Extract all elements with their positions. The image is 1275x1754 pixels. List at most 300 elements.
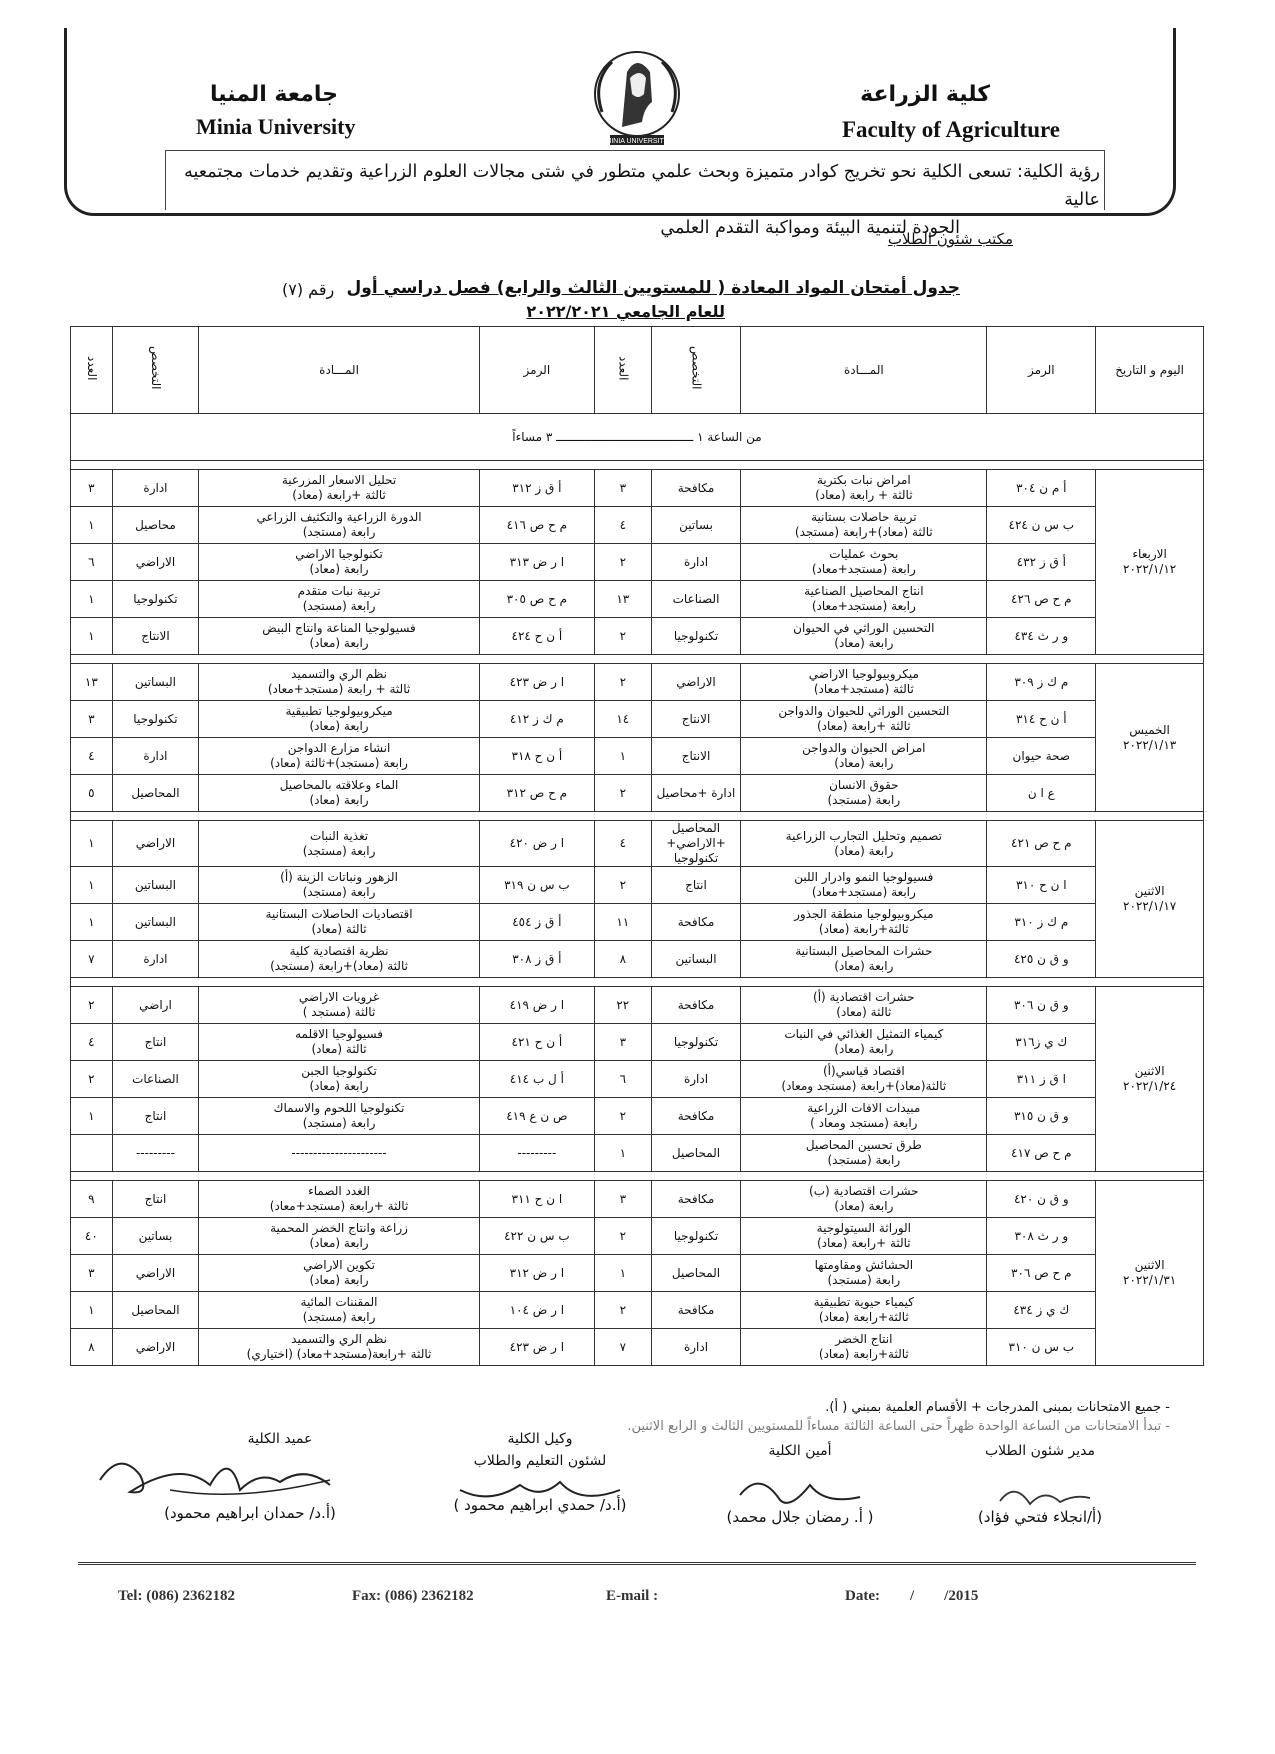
- subject-title: تكنولوجيا الجبن: [301, 1064, 377, 1078]
- course-subject: [199, 581, 480, 618]
- header-specialty-right: التخصص: [651, 327, 741, 414]
- course-specialty: الصناعات: [112, 1061, 198, 1098]
- course-code: ---------: [479, 1135, 594, 1172]
- student-count: ٣: [594, 1181, 651, 1218]
- faculty-name-english: Faculty of Agriculture: [841, 117, 1060, 142]
- subject-level: رابعة (معاد): [834, 843, 894, 858]
- day-separator: [71, 812, 1204, 821]
- student-count: ٣: [71, 470, 113, 507]
- header-code-left: الرمز: [479, 327, 594, 414]
- course-code: م ك ز ٤١٢: [479, 701, 594, 738]
- course-code: ا ر ض ٤٢٣: [479, 664, 594, 701]
- student-count: ١: [594, 1255, 651, 1292]
- student-count: ١: [71, 507, 113, 544]
- table-row: [71, 941, 1204, 978]
- subject-level: رابعة (مستجد): [302, 843, 376, 858]
- subject-title: تربية حاصلات بستانية: [811, 510, 917, 524]
- subject-title: ميكروبيولوجيا منطقة الجذور: [794, 907, 934, 921]
- university-name-english: Minia University: [196, 114, 356, 139]
- subject-level: ثالثة +رابعة (معاد): [816, 1236, 911, 1250]
- academic-year: للعام الجامعي ٢٠٢٢/٢٠٢١: [526, 302, 725, 321]
- course-subject: [741, 904, 987, 941]
- dean-signature-scribble: [90, 1440, 350, 1510]
- student-count: ١: [71, 904, 113, 941]
- subject-title: انشاء مزارع الدواجن: [287, 741, 391, 755]
- course-subject: [741, 1218, 987, 1255]
- subject-title: اقتصاد قياسي(أ): [822, 1064, 905, 1078]
- course-specialty: البساتين: [112, 664, 198, 701]
- student-count: ١: [71, 867, 113, 904]
- student-count: ٦: [71, 544, 113, 581]
- student-count: ٢: [594, 544, 651, 581]
- faculty-name-arabic: كلية الزراعة: [860, 82, 990, 107]
- subject-level: ثالثة+رابعة (معاد): [818, 1347, 909, 1361]
- notes: [627, 1398, 1170, 1436]
- student-count: ٤: [71, 738, 113, 775]
- course-code: م ح ص ٤١٧: [987, 1135, 1096, 1172]
- course-code: ب س ن ٣١٩: [479, 867, 594, 904]
- subject-title: ميكروبيولوجيا تطبيقية: [285, 704, 393, 718]
- subject-level: رابعة (مستجد): [827, 793, 901, 807]
- subject-title: الماء وعلاقته بالمحاصيل: [279, 778, 399, 792]
- subject-level: ثالثة (معاد): [311, 922, 367, 936]
- course-code: م ح ص ٣٠٦: [987, 1255, 1096, 1292]
- separator-cell: [71, 812, 1204, 821]
- course-specialty: مكافحة: [651, 1098, 741, 1135]
- course-subject: [741, 775, 987, 812]
- table-row: [71, 904, 1204, 941]
- signature-title: عميد الكلية: [247, 1431, 313, 1447]
- course-subject: [741, 1181, 987, 1218]
- subject-title: كيمياء حيوية تطبيقية: [813, 1295, 915, 1309]
- header-count-right: العدد: [594, 327, 651, 414]
- student-count: ١٣: [71, 664, 113, 701]
- course-code: أ ل ب ٤١٤: [479, 1061, 594, 1098]
- table-row: [71, 1329, 1204, 1366]
- course-subject: [199, 1061, 480, 1098]
- exam-day: [1096, 821, 1204, 978]
- day-separator: [71, 461, 1204, 470]
- student-count: ٢: [594, 1098, 651, 1135]
- university-logo: [582, 42, 692, 152]
- table-row: [71, 507, 1204, 544]
- subject-level: رابعة (مستجد)+ثالثة (معاد): [270, 756, 408, 770]
- table-row: [71, 664, 1204, 701]
- course-subject: [199, 738, 480, 775]
- subject-title: الوراثة السيتولوجية: [816, 1221, 912, 1235]
- signature-title: مدير شئون الطلاب: [984, 1443, 1095, 1459]
- subject-level: رابعة (معاد): [834, 756, 894, 770]
- subject-title: تكنولوجيا الاراضي: [295, 547, 383, 561]
- subject-title: تحليل الاسعار المزرعية: [281, 473, 397, 487]
- course-specialty: تكنولوجيا: [112, 581, 198, 618]
- subject-level: رابعة (معاد): [309, 793, 369, 807]
- student-count: ٥: [71, 775, 113, 812]
- course-code: ا ر ض ٤١٩: [479, 987, 594, 1024]
- signature-title: أمين الكلية: [768, 1443, 832, 1459]
- student-count: ٢: [594, 775, 651, 812]
- course-specialty: تكنولوجيا: [651, 1024, 741, 1061]
- course-code: ا ر ض ٣١٢: [479, 1255, 594, 1292]
- footer-fax: Fax: (086) 2362182: [352, 1588, 474, 1604]
- course-specialty: ادارة: [651, 1061, 741, 1098]
- day-name: الاثنين: [1134, 1258, 1165, 1272]
- subject-level: رابعة (مستجد): [302, 525, 376, 539]
- footer-rule: [78, 1562, 1196, 1565]
- course-subject: [199, 1255, 480, 1292]
- course-subject: [199, 1218, 480, 1255]
- course-specialty: تكنولوجيا: [651, 618, 741, 655]
- course-specialty: ادارة: [112, 941, 198, 978]
- subject-title: طرق تحسين المحاصيل: [805, 1138, 922, 1152]
- course-subject: [199, 775, 480, 812]
- office-heading: مكتب شئون الطلاب: [887, 230, 1013, 248]
- footer-email: E-mail :: [606, 1588, 659, 1604]
- course-specialty: الاراضي: [112, 544, 198, 581]
- header-subject-right: المـــادة: [741, 327, 987, 414]
- course-specialty: اراضي: [112, 987, 198, 1024]
- table-row: [71, 1218, 1204, 1255]
- course-code: أ ن ح ٣١٤: [987, 701, 1096, 738]
- course-subject: [199, 941, 480, 978]
- subject-level: رابعة (معاد): [309, 636, 369, 650]
- course-code: أ ن ح ٤٢٤: [479, 618, 594, 655]
- course-code: ا ر ض ٤٢٠: [479, 821, 594, 867]
- student-count: ٤: [594, 821, 651, 867]
- course-specialty: ادارة: [651, 544, 741, 581]
- course-code: ك ي ز٣١٦: [987, 1024, 1096, 1061]
- course-code: و ق ن ٤٢٥: [987, 941, 1096, 978]
- subject-level: ثالثة +رابعة (مستجد+معاد): [269, 1199, 409, 1213]
- course-subject: [199, 1098, 480, 1135]
- subject-level: رابعة (معاد): [834, 959, 894, 973]
- course-specialty: ادارة: [112, 738, 198, 775]
- day-date: ٢٠٢٢/١/٢٤: [1123, 1079, 1177, 1093]
- separator-cell: [71, 461, 1204, 470]
- subject-title: المقننات المائية: [300, 1295, 378, 1309]
- footer-date: Date: / /2015: [845, 1588, 979, 1604]
- course-subject: [741, 867, 987, 904]
- course-subject: [199, 987, 480, 1024]
- subject-title: تصميم وتحليل التجارب الزراعية: [785, 828, 942, 843]
- signature-name: (أ.د/ حمدان ابراهيم محمود): [164, 1504, 336, 1522]
- course-code: ص ن ع ٤١٩: [479, 1098, 594, 1135]
- subject-level: رابعة (معاد): [309, 1079, 369, 1093]
- header-code-right: الرمز: [987, 327, 1096, 414]
- subject-title: انتاج الخضر: [835, 1332, 893, 1346]
- course-code: ا ر ض ٤٢٣: [479, 1329, 594, 1366]
- signature-name: ( أ. رمضان جلال محمد): [726, 1508, 874, 1526]
- subject-level: ثالثة (مستجد ): [302, 1005, 376, 1019]
- student-count: ٢: [594, 664, 651, 701]
- student-count: ٧: [594, 1329, 651, 1366]
- footer-telephone: Tel: (086) 2362182: [118, 1588, 235, 1604]
- subject-title: نظرية اقتصادية كلية: [289, 944, 389, 958]
- subject-title: تكنولوجيا اللحوم والاسماك: [273, 1101, 405, 1115]
- course-subject: [199, 904, 480, 941]
- course-code: و ر ث ٤٣٤: [987, 618, 1096, 655]
- subject-level: رابعة (مستجد+معاد): [811, 885, 916, 899]
- course-subject: [741, 1098, 987, 1135]
- student-count: ٤٠: [71, 1218, 113, 1255]
- logo-caption: MINIA UNIVERSITY: [605, 138, 669, 145]
- course-specialty: الصناعات: [651, 581, 741, 618]
- table-row: [71, 867, 1204, 904]
- subject-title: ميكروبيولوجيا الاراضي: [808, 667, 919, 681]
- day-name: الاربعاء: [1132, 547, 1167, 561]
- signature-title: وكيل الكلية: [507, 1431, 573, 1447]
- course-subject: [741, 1061, 987, 1098]
- course-specialty: بساتين: [112, 1218, 198, 1255]
- subject-level: رابعة (معاد): [834, 1042, 894, 1056]
- course-specialty: ادارة: [112, 470, 198, 507]
- course-subject: [741, 701, 987, 738]
- course-specialty: تكنولوجيا: [651, 1218, 741, 1255]
- subject-level: رابعة (معاد): [834, 1199, 894, 1213]
- subject-title: زراعة وانتاج الخضر المحمية: [270, 1221, 408, 1235]
- course-code: ا ن ح ٣١٠: [987, 867, 1096, 904]
- header-day: اليوم و التاريخ: [1096, 327, 1204, 414]
- table-row: [71, 987, 1204, 1024]
- course-specialty: مكافحة: [651, 1181, 741, 1218]
- subject-title: التحسين الوراثي للحيوان والدواجن: [778, 704, 950, 718]
- student-count: ١: [71, 821, 113, 867]
- course-specialty: انتاج: [112, 1024, 198, 1061]
- separator-cell: [71, 1172, 1204, 1181]
- course-specialty: البساتين: [651, 941, 741, 978]
- course-subject: [741, 738, 987, 775]
- course-subject: [199, 1292, 480, 1329]
- course-specialty: البساتين: [112, 904, 198, 941]
- subject-level: رابعة (مستجد+معاد): [811, 599, 916, 613]
- course-subject: [741, 987, 987, 1024]
- university-name-arabic: جامعة المنيا: [210, 82, 338, 107]
- course-code: صحة حيوان: [987, 738, 1096, 775]
- course-code: ا ن ح ٣١١: [479, 1181, 594, 1218]
- student-count: ٣: [71, 1255, 113, 1292]
- course-code: ا ر ض ٣١٣: [479, 544, 594, 581]
- document-number: رقم (٧): [282, 280, 335, 299]
- course-code: أ ق ز ٣٠٨: [479, 941, 594, 978]
- course-specialty: المحاصيل: [651, 1255, 741, 1292]
- subject-level: ثالثة +رابعة(مستجد+معاد) (اختياري): [246, 1347, 432, 1361]
- subject-level: رابعة (مستجد): [302, 885, 376, 899]
- subject-title: امراض نبات بكترية: [816, 473, 911, 487]
- subject-title: بحوث عمليات: [829, 547, 899, 561]
- course-specialty: البساتين: [112, 867, 198, 904]
- day-date: ٢٠٢٢/١/٣١: [1123, 1273, 1177, 1287]
- subject-level: ثالثة + رابعة (معاد): [815, 488, 913, 502]
- subject-level: ثالثة (معاد): [836, 1005, 892, 1019]
- course-code: ع ا ن: [987, 775, 1096, 812]
- course-subject: [741, 470, 987, 507]
- subject-title: مبيدات الافات الزراعية: [807, 1101, 921, 1115]
- course-subject: [199, 1024, 480, 1061]
- course-subject: [741, 581, 987, 618]
- subject-level: رابعة (معاد): [309, 1236, 369, 1250]
- course-specialty: الاراضي: [112, 821, 198, 867]
- student-count: ٢: [594, 1218, 651, 1255]
- subject-title: الحشائش ومقاومتها: [814, 1258, 914, 1272]
- table-row: [71, 581, 1204, 618]
- note-2: - تبدأ الامتحانات من الساعة الواحدة ظهراً حتى الساعة الثالثة مساءاً للمستويين الثالث و الرابع الاثنين.: [627, 1419, 1170, 1434]
- student-count: ٢: [594, 1292, 651, 1329]
- course-subject: [199, 544, 480, 581]
- course-subject: [199, 618, 480, 655]
- day-name: الاثنين: [1134, 884, 1165, 898]
- day-name: الاثنين: [1134, 1064, 1165, 1078]
- student-count: ١١: [594, 904, 651, 941]
- course-subject: [199, 470, 480, 507]
- subject-level: ثالثة +رابعة (معاد): [292, 488, 386, 502]
- course-code: م ح ص ٤٢١: [987, 821, 1096, 867]
- course-code: ا ر ض ١٠٤: [479, 1292, 594, 1329]
- course-code: م ح ص ٣١٢: [479, 775, 594, 812]
- student-count: ٧: [71, 941, 113, 978]
- subject-title: فسيولوجيا الاقلمه: [295, 1027, 383, 1041]
- course-code: أ ن ح ٣١٨: [479, 738, 594, 775]
- student-count: ٤: [594, 507, 651, 544]
- exam-day: [1096, 470, 1204, 655]
- vice-dean-signature-scribble: [450, 1470, 630, 1515]
- course-code: م ح ص ٣٠٥: [479, 581, 594, 618]
- course-specialty: المحاصيل: [112, 1292, 198, 1329]
- vision-line-2: الجودة لتنمية البيئة ومواكبة التقدم العلمي: [660, 218, 960, 238]
- student-count: ٣: [71, 701, 113, 738]
- table-row: [71, 1292, 1204, 1329]
- course-subject: [741, 941, 987, 978]
- subject-title: اقتصاديات الحاصلات البستانية: [265, 907, 413, 921]
- course-subject: [741, 1255, 987, 1292]
- exam-day: [1096, 1181, 1204, 1366]
- table-row: [71, 618, 1204, 655]
- subject-level: رابعة (معاد): [309, 562, 369, 576]
- course-specialty: انتاج: [112, 1181, 198, 1218]
- note-1: - جميع الامتحانات بمبنى المدرجات + الأقسام العلمية بمبني ( أ).: [825, 1400, 1170, 1415]
- subject-level: رابعة (مستجد): [827, 1273, 901, 1287]
- subject-title: حقوق الانسان: [829, 778, 899, 792]
- subject-title: الغدد الصماء: [308, 1184, 370, 1198]
- day-separator: [71, 1172, 1204, 1181]
- course-specialty: المحاصيل: [112, 775, 198, 812]
- subject-level: ثالثة (مستجد+معاد): [813, 682, 914, 696]
- student-count: ٢٢: [594, 987, 651, 1024]
- subject-title: امراض الحيوان والدواجن: [802, 741, 926, 755]
- table-row: [71, 1061, 1204, 1098]
- table-row: [71, 738, 1204, 775]
- student-count: ٨: [71, 1329, 113, 1366]
- student-affairs-signature-scribble: [990, 1476, 1100, 1516]
- subject-title: فسيولوجيا المناعة وانتاج البيض: [262, 621, 416, 635]
- course-specialty: انتاج: [112, 1098, 198, 1135]
- table-row: [71, 775, 1204, 812]
- course-subject: [741, 544, 987, 581]
- course-subject: [199, 507, 480, 544]
- student-count: ١: [594, 1135, 651, 1172]
- course-specialty: الاراضي: [112, 1255, 198, 1292]
- header-count-left: العدد: [71, 327, 113, 414]
- table-row: [71, 701, 1204, 738]
- course-code: و ق ن ٣١٥: [987, 1098, 1096, 1135]
- student-count: ٨: [594, 941, 651, 978]
- course-specialty: المحاصيل: [651, 1135, 741, 1172]
- student-count: ٣: [594, 470, 651, 507]
- subject-level: ثالثة + رابعة (مستجد+معاد): [267, 682, 411, 696]
- day-separator: [71, 655, 1204, 664]
- table-row: [71, 1024, 1204, 1061]
- course-specialty: الاراضي: [651, 664, 741, 701]
- student-count: ١: [71, 581, 113, 618]
- subject-title: نظم الري والتسميد: [291, 667, 387, 681]
- course-specialty: تكنولوجيا: [112, 701, 198, 738]
- subject-level: رابعة (معاد): [834, 636, 894, 650]
- subject-title: تكوين الاراضي: [303, 1258, 376, 1272]
- subject-title: نظم الري والتسميد: [291, 1332, 387, 1346]
- subject-level: ثالثة+رابعة (معاد): [818, 1310, 909, 1324]
- subject-level: ثالثة +رابعة (معاد): [816, 719, 911, 733]
- course-code: أ ق ز ٤٥٤: [479, 904, 594, 941]
- subject-level: رابعة (مستجد): [302, 1310, 376, 1324]
- course-subject: [199, 821, 480, 867]
- subject-level: رابعة (مستجد+معاد): [811, 562, 916, 576]
- course-specialty: مكافحة: [651, 1292, 741, 1329]
- course-specialty: الانتاج: [651, 738, 741, 775]
- day-separator: [71, 978, 1204, 987]
- day-name: الخميس: [1129, 722, 1170, 737]
- course-code: م ح ص ٤١٦: [479, 507, 594, 544]
- course-code: أ ق ز ٣١٢: [479, 470, 594, 507]
- student-count: ١٣: [594, 581, 651, 618]
- course-code: م ح ص ٤٢٦: [987, 581, 1096, 618]
- exam-day: [1096, 987, 1204, 1172]
- subject-level: ثالثة (معاد): [311, 1042, 367, 1056]
- course-subject: [741, 1024, 987, 1061]
- student-count: ٦: [594, 1061, 651, 1098]
- course-specialty: مكافحة: [651, 470, 741, 507]
- subject-level: ثالثة (معاد)+رابعة (مستجد): [794, 525, 933, 539]
- course-specialty: محاصيل: [112, 507, 198, 544]
- course-specialty: انتاج: [651, 867, 741, 904]
- student-count: ٢: [594, 618, 651, 655]
- day-date: ٢٠٢٢/١/١٢: [1123, 562, 1177, 576]
- table-row: [71, 1181, 1204, 1218]
- course-code: م ك ز ٣١٠: [987, 904, 1096, 941]
- student-count: ١: [71, 1292, 113, 1329]
- subject-title: تغذية النبات: [309, 828, 369, 843]
- course-specialty: مكافحة: [651, 987, 741, 1024]
- subject-title: حشرات المحاصيل البستانية: [795, 944, 933, 958]
- course-specialty: ادارة +محاصيل: [651, 775, 741, 812]
- student-count: ٢: [71, 1061, 113, 1098]
- subject-level: رابعة (مستجد): [827, 1153, 901, 1167]
- table-row: [71, 1135, 1204, 1172]
- student-count: ٣: [594, 1024, 651, 1061]
- subject-title: فسيولوجيا النمو وادرار اللبن: [794, 870, 934, 884]
- day-date: ٢٠٢٢/١/١٣: [1123, 737, 1177, 752]
- subject-level: رابعة (معاد): [309, 1273, 369, 1287]
- subject-title: تربية نبات متقدم: [297, 584, 381, 598]
- course-subject: [199, 1329, 480, 1366]
- table-row: [71, 821, 1204, 867]
- course-code: م ك ز ٣٠٩: [987, 664, 1096, 701]
- course-specialty: المحاصيل +الاراضي+ تكنولوجيا: [651, 821, 741, 867]
- course-subject: [741, 1329, 987, 1366]
- table-row: [71, 544, 1204, 581]
- subject-level: رابعة (مستجد): [302, 599, 376, 613]
- table-row: [71, 1098, 1204, 1135]
- separator-cell: [71, 978, 1204, 987]
- course-subject: [741, 1292, 987, 1329]
